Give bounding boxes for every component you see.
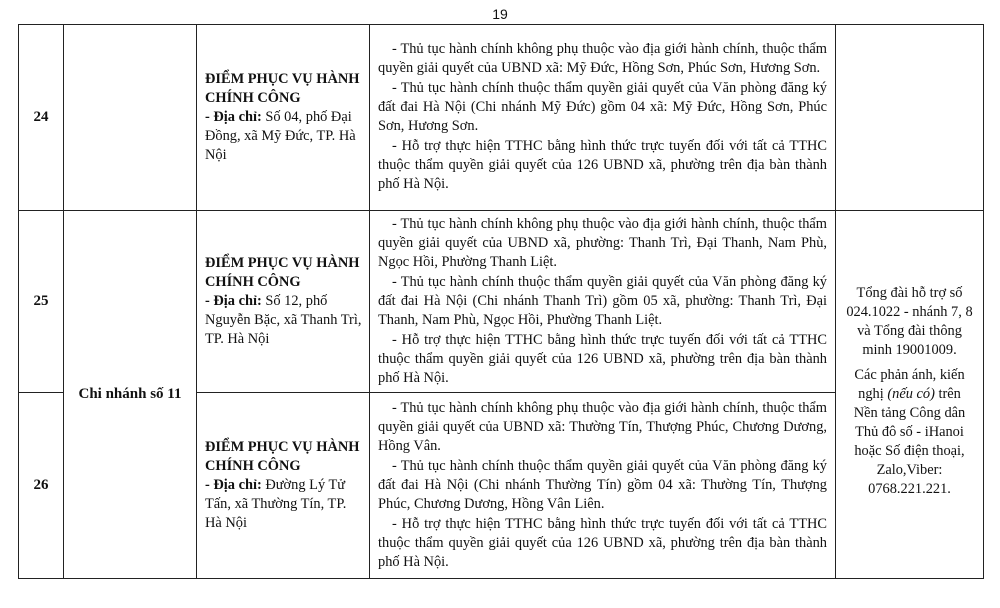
table-row <box>19 211 984 393</box>
address-text: Số 04, phố Đại Đồng, xã Mỹ Đức, TP. Hà Nội <box>205 109 356 163</box>
procedure-item: - Hỗ trợ thực hiện TTHC bằng hình thức trực tuyến đối với tất cả TTHC thuộc thẩm quyền giải quyết của 126 UBND xã, phường trên địa bàn thành phố Hà Nội. <box>378 138 827 192</box>
address-label: - Địa chỉ: <box>205 293 262 309</box>
support-cell-empty <box>836 25 984 211</box>
procedures-cell <box>370 393 836 579</box>
service-point-cell <box>197 211 370 393</box>
procedure-item: - Thủ tục hành chính thuộc thẩm quyền giải quyết của Văn phòng đăng ký đất đai Hà Nội (Chi nhánh Mỹ Đức) gồm 04 xã: Mỹ Đức, Hồng Sơn, Phúc Sơn, Hương Sơn. <box>378 80 827 134</box>
procedures-cell <box>370 25 836 211</box>
row-number: 26 <box>19 393 64 579</box>
procedure-item: - Thủ tục hành chính không phụ thuộc vào địa giới hành chính, thuộc thẩm quyền giải quyết của UBND xã, phường: Thanh Trì, Đại Thanh, Nam Phù, Ngọc Hồi, Phường Thanh Liệt. <box>378 215 827 270</box>
service-point-cell <box>197 393 370 579</box>
address-label: - Địa chỉ: <box>205 477 262 493</box>
procedure-item: - Thủ tục hành chính thuộc thẩm quyền giải quyết của Văn phòng đăng ký đất đai Hà Nội (Chi nhánh Thanh Trì) gồm 05 xã, phường: Thanh Trì, Đại Thanh, Nam Phù, Ngọc Hồi, Phường Thanh Liệt. <box>378 273 827 328</box>
row-number: 25 <box>19 211 64 393</box>
service-point-address <box>205 108 363 165</box>
service-point-cell <box>197 25 370 211</box>
procedure-item: - Thủ tục hành chính thuộc thẩm quyền giải quyết của Văn phòng đăng ký đất đai Hà Nội (Chi nhánh Thường Tín) gồm 04 xã: Thường Tín, Thượng Phúc, Chương Dương, Hồng Vân Liên. <box>378 457 827 512</box>
service-point-title: ĐIỂM PHỤC VỤ HÀNH CHÍNH CÔNG <box>205 71 360 106</box>
support-cell <box>836 211 984 579</box>
address-text: Đường Lý Tử Tấn, xã Thường Tín, TP. Hà Nội <box>205 477 347 531</box>
procedure-item: - Hỗ trợ thực hiện TTHC bằng hình thức trực tuyến đối với tất cả TTHC thuộc thẩm quyền giải quyết của 126 UBND xã, phường trên địa bàn thành phố Hà Nội. <box>378 515 827 570</box>
branch-cell-empty <box>64 25 197 211</box>
address-label: - Địa chỉ: <box>205 109 262 125</box>
procedures-cell <box>370 211 836 393</box>
feedback-text: Các phản ánh, kiến nghị (nếu có) trên Nền tảng Công dân Thủ đô số - iHanoi hoặc Số điện thoại, Zalo,Viber: 0768.221.221. <box>853 367 966 497</box>
service-points-table <box>18 24 984 579</box>
hotline-text: Tổng đài hỗ trợ số 024.1022 - nhánh 7, 8 và Tổng đài thông minh 19001009. <box>846 285 973 358</box>
page-number: 19 <box>492 6 508 22</box>
procedure-item: - Thủ tục hành chính không phụ thuộc vào địa giới hành chính, thuộc thẩm quyền giải quyết của UBND xã: Mỹ Đức, Hồng Sơn, Phúc Sơn, Hương Sơn. <box>378 41 827 76</box>
service-point-address <box>205 292 363 349</box>
table-row <box>19 25 984 211</box>
procedure-item: - Hỗ trợ thực hiện TTHC bằng hình thức trực tuyến đối với tất cả TTHC thuộc thẩm quyền giải quyết của 126 UBND xã, phường trên địa bàn thành phố Hà Nội. <box>378 331 827 386</box>
address-text: Số 12, phố Nguyễn Bặc, xã Thanh Trì, TP. Hà Nội <box>205 293 362 347</box>
procedure-item: - Thủ tục hành chính không phụ thuộc vào địa giới hành chính, thuộc thẩm quyền giải quyết của UBND xã: Thường Tín, Thượng Phúc, Chương Dương, Hồng Vân. <box>378 399 827 454</box>
service-point-title: ĐIỂM PHỤC VỤ HÀNH CHÍNH CÔNG <box>205 439 360 474</box>
branch-cell: Chi nhánh số 11 <box>64 211 197 579</box>
row-number: 24 <box>19 25 64 211</box>
service-point-address <box>205 476 363 533</box>
service-point-title: ĐIỂM PHỤC VỤ HÀNH CHÍNH CÔNG <box>205 255 360 290</box>
